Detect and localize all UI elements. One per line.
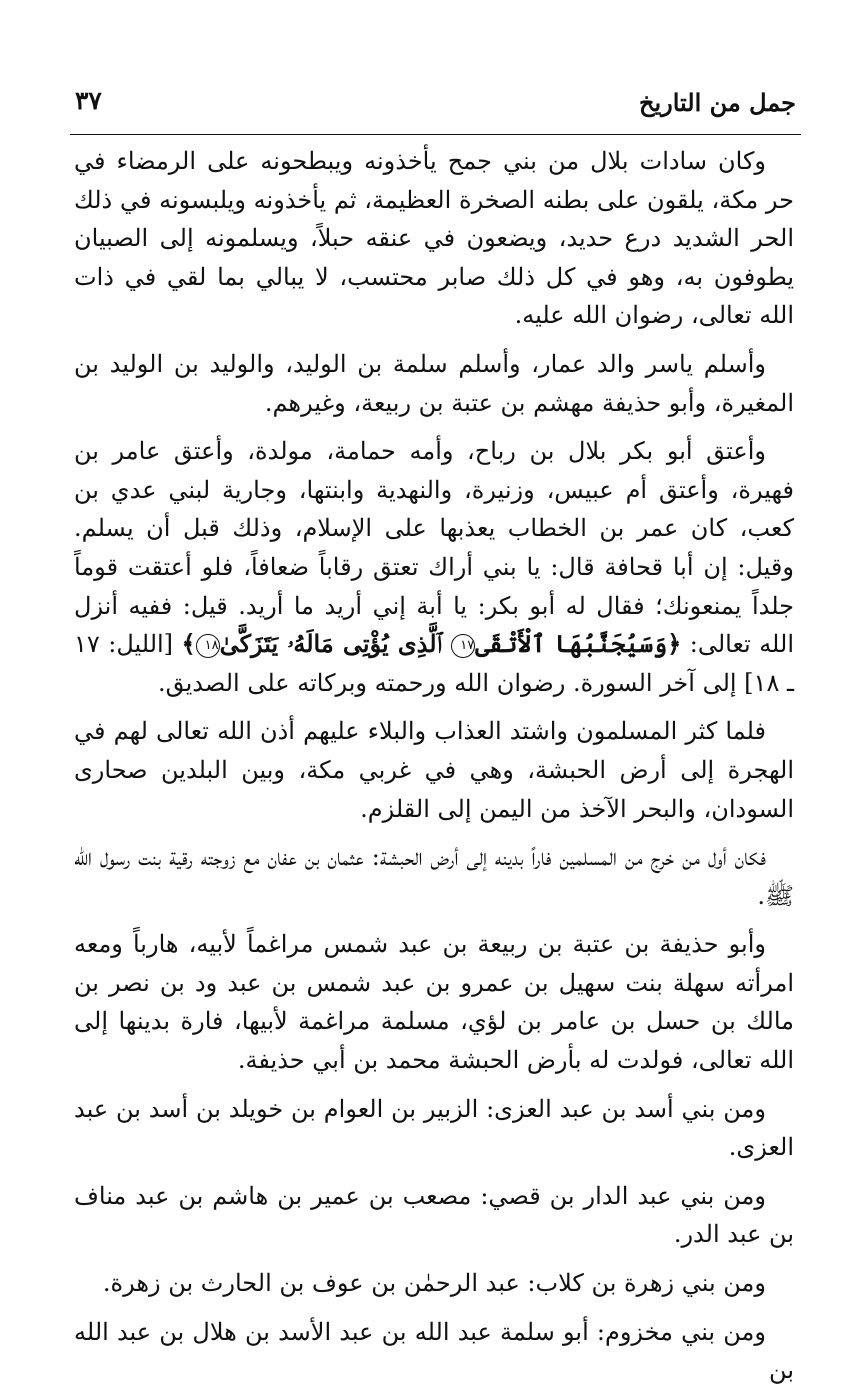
paragraph-text-before: وأعتق أبو بكر بلال بن رباح، وأمه حمامة، مولدة، وأعتق عامر بن فهيرة، وأعتق أم عبيس، وزنيرة، والنهدية وابنتها، وجارية لبني عدي بن كعب، كان عمر بن الخطاب يعذبها على الإسلام، وذلك قبل أن يسلم. وقيل: إن أبا قحافة قال: يا بني أراك تعتق رقاباً ضعافاً، فلو أعتقت قوماً جلداً يمنعونك؛ فقال له أبو بكر: يا أبة إني أريد ما أريد. قيل: ففيه أنزل الله تعالى: [74,437,794,659]
quran-close-bracket: ﴾ [181,629,196,659]
quran-verse-18: ٱلَّذِى يُؤْتِى مَالَهُۥ يَتَزَكَّىٰ [219,629,452,659]
page-number: ٣٧ [75,86,102,115]
paragraph-converts: وأسلم ياسر والد عمار، وأسلم سلمة بن الوليد، والوليد بن الوليد بن المغيرة، وأبو حذيفة مهشم بن عتبة بن ربيعة، وغيرهم. [74,349,794,417]
quran-verse-17: ﴿وَسَيُجَنَّبُهَا ٱلْأَتْقَى [475,629,682,659]
paragraph-abu-bakr-freed [74,432,794,702]
header-rule [70,134,801,135]
paragraph-bani-asad: ومن بني أسد بن عبد العزى: الزبير بن العوام بن خويلد بن أسد بن عبد العزى. [74,1094,794,1162]
paragraph-bani-makhzum: ومن بني مخزوم: أبو سلمة عبد الله بن عبد الأسد بن هلال بن عبد الله بن [74,1317,794,1385]
page-header [75,84,796,128]
paragraph-abu-hudhayfa: وأبو حذيفة بن عتبة بن ربيعة بن عبد شمس مراغماً لأبيه، هارباً ومعه امرأته سهلة بنت سهيل بن عمرو بن عبد شمس بن عبد ود بن نصر بن مالك بن حسل بن عامر بن لؤي، مسلمة مراغمة لأبيها، فارة بدينها إلى الله تعالى، فولدت له بأرض الحبشة محمد بن أبي حذيفة. [74,930,794,1075]
paragraph-bani-zuhra: ومن بني زهرة بن كلاب: عبد الرحمٰن بن عوف بن الحارث بن زهرة. [102,1269,766,1298]
paragraph-bilal-torture: وكان سادات بلال من بني جمح يأخذونه ويبطحونه على الرمضاء في حر مكة، يلقون على بطنه الصخرة العظيمة، ثم يأخذونه ويلبسونه في ذلك الحر الشديد درع حديد، ويضعون في عنقه حبلاً، ويسلمونه إلى الصبيان يطوفون به، وهو في كل ذلك صابر محتسب، لا يبالي بما لقي في ذات الله تعالى، رضوان الله عليه. [74,147,794,330]
verse-number-mark: ١٧ [451,634,475,658]
paragraph-text-after: [الليل: ١٧ ـ ١٨] إلى آخر السورة. رضوان الله ورحمته وبركاته على الصديق. [74,630,794,697]
page-body [74,142,794,1400]
verse-number-mark: ١٨ [196,634,220,658]
paragraph-uthman: فكان أول من خرج من المسلمين فاراً بدينه إلى أرض الحبشة: عثمان بن عفان مع زوجته رقية بنت رسول الله ﷺ. [74,843,794,910]
paragraph-hijra-permission: فلما كثر المسلمون واشتد العذاب والبلاء عليهم أذن الله تعالى لهم في الهجرة إلى أرض الحبشة، وهي في غربي مكة، وبين البلدين صحارى السودان، والبحر الآخذ من اليمن إلى القلزم. [74,717,794,823]
paragraph-bani-abd-al-dar: ومن بني عبد الدار بن قصي: مصعب بن عمير بن هاشم بن عبد مناف بن عبد الدر. [74,1181,794,1249]
running-title: جمل من التاريخ [638,88,796,117]
